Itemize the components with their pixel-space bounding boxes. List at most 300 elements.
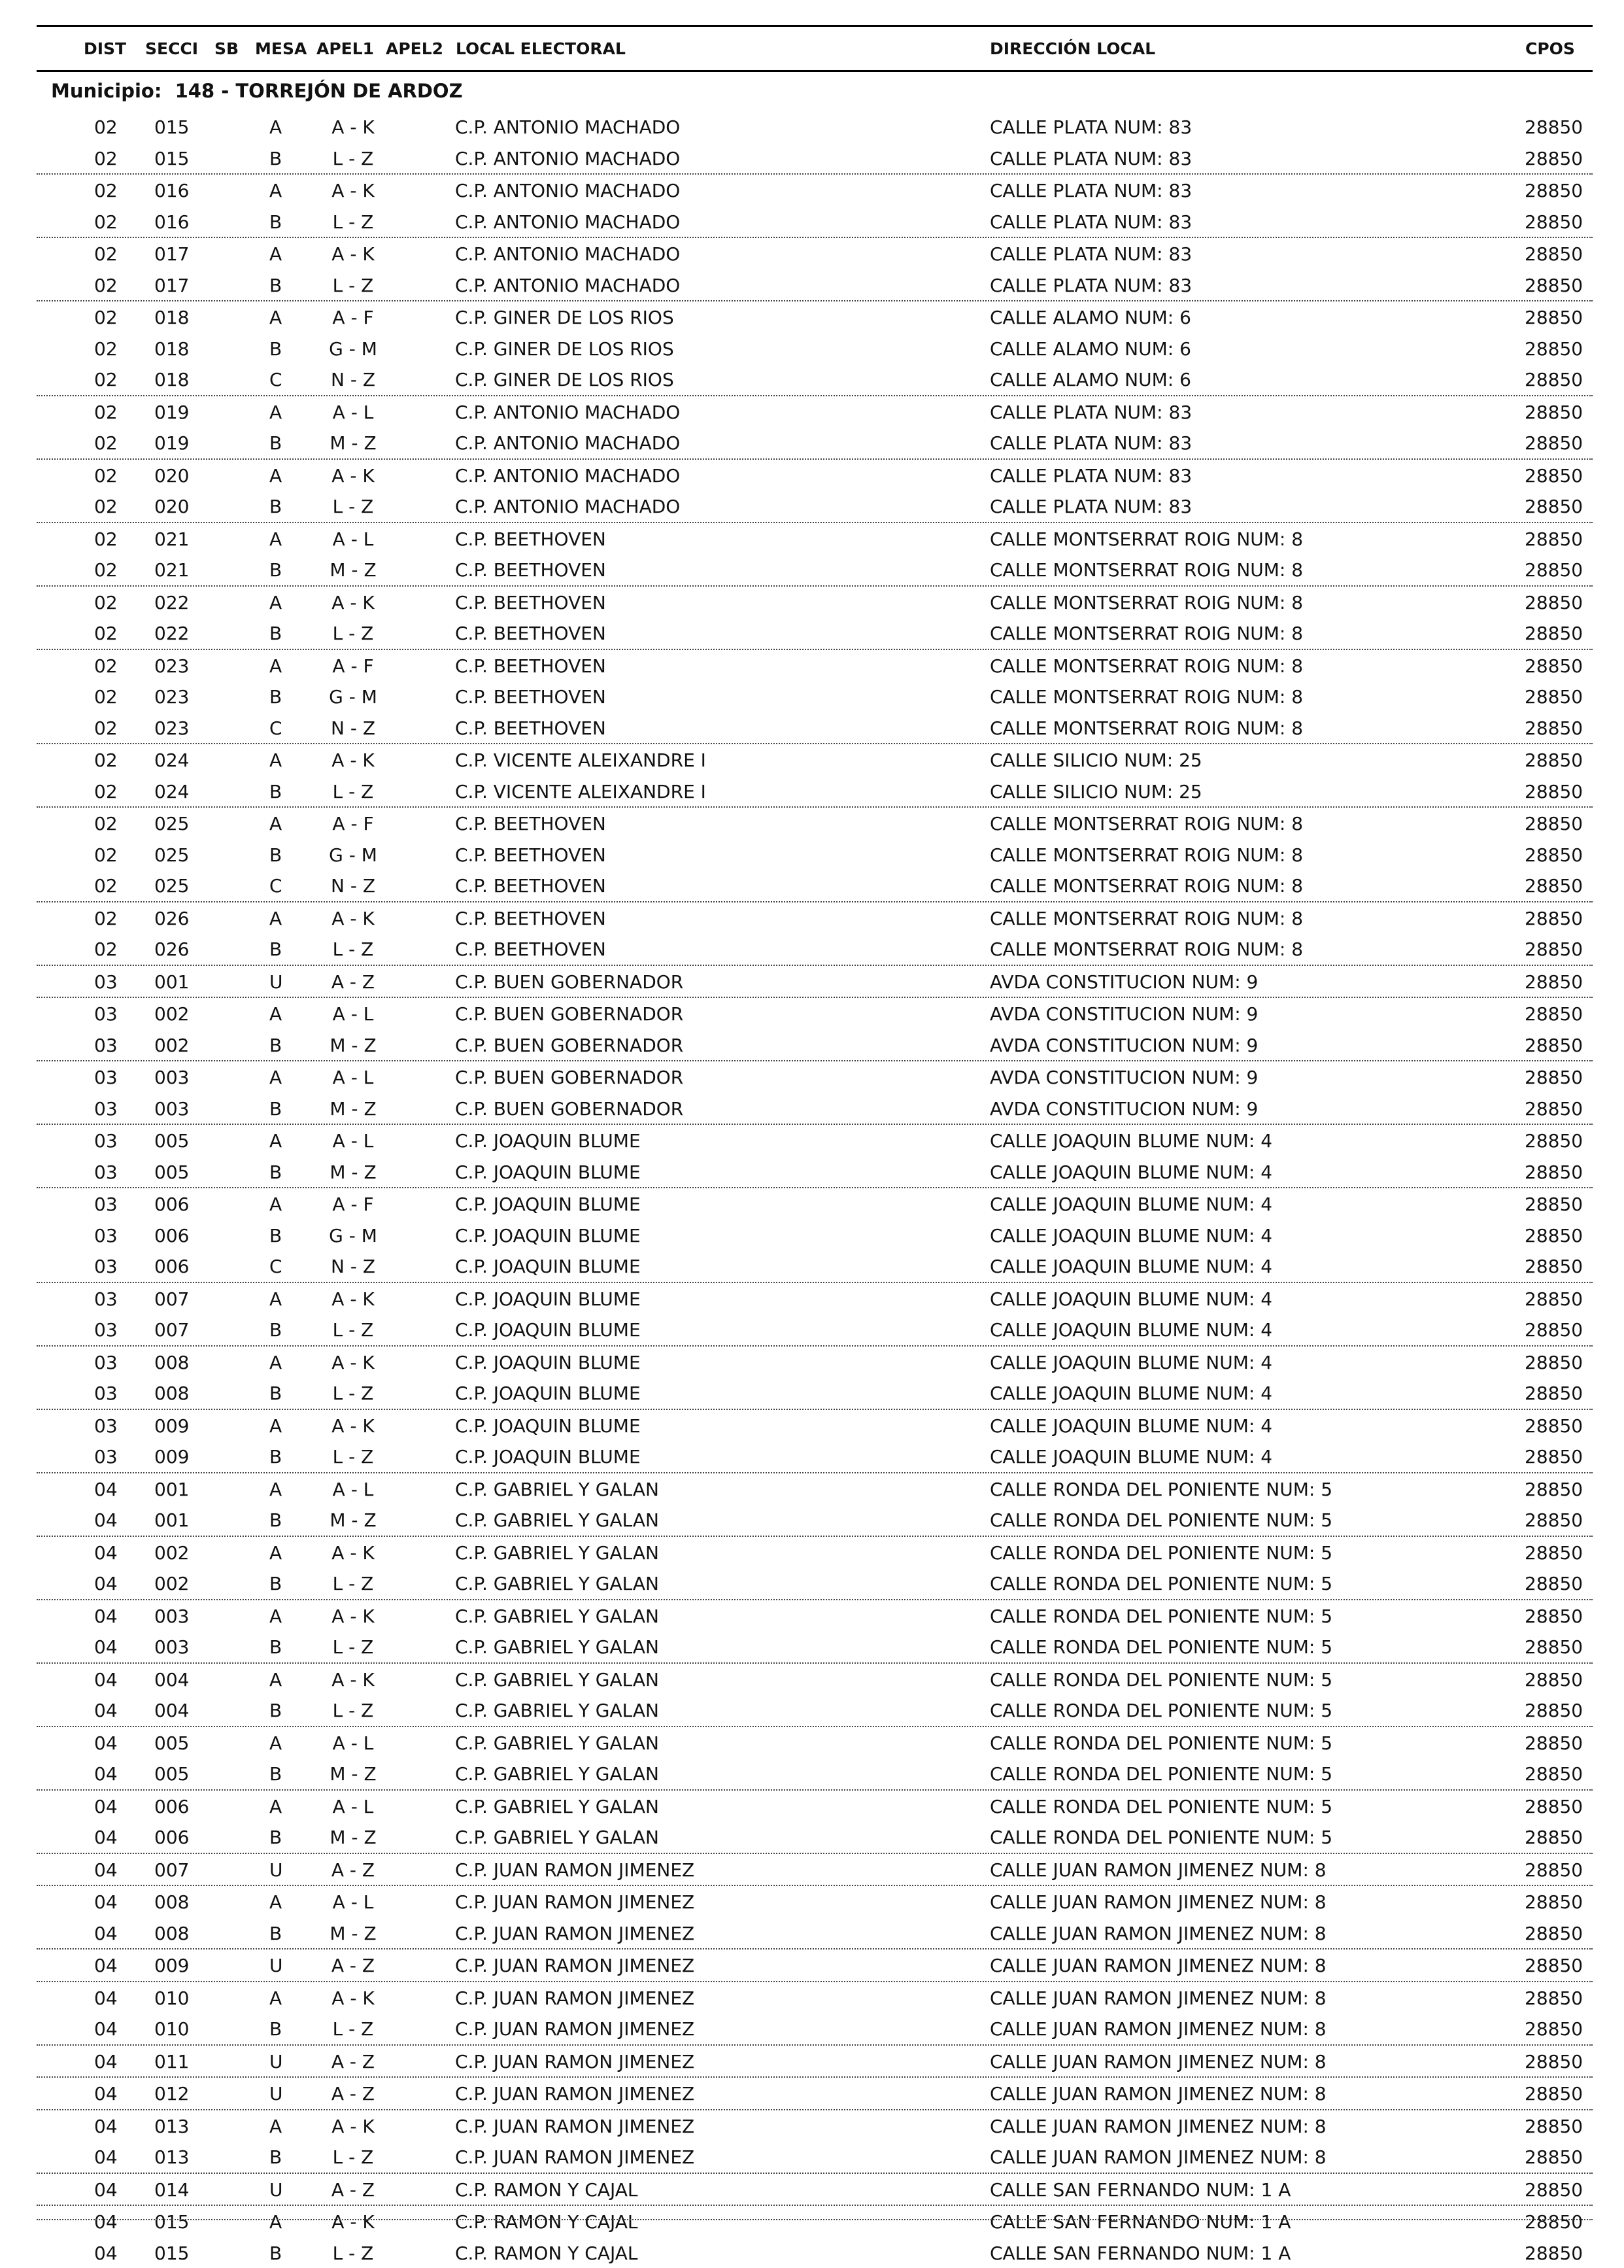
cell-mesa: U [269, 1859, 283, 1881]
table-row [37, 2109, 1593, 2142]
cell-local-electoral: C.P. GABRIEL Y GALAN [455, 1796, 659, 1817]
cell-local-electoral: C.P. JOAQUIN BLUME [455, 1161, 641, 1183]
cell-secci: 015 [154, 148, 189, 169]
cell-secci: 020 [154, 465, 189, 487]
cell-cpos: 28850 [1525, 1319, 1583, 1341]
cell-apel-range: A - K [319, 1288, 387, 1310]
cell-direccion-local: AVDA CONSTITUCION NUM: 9 [990, 971, 1258, 993]
cell-dist: 03 [94, 1003, 118, 1025]
cell-dist: 04 [94, 1669, 118, 1691]
cell-secci: 002 [154, 1003, 189, 1025]
cell-mesa: U [269, 2179, 283, 2201]
cell-local-electoral: C.P. ANTONIO MACHADO [455, 496, 680, 517]
cell-direccion-local: CALLE ALAMO NUM: 6 [990, 338, 1191, 360]
cell-dist: 04 [94, 1479, 118, 1500]
cell-dist: 04 [94, 2242, 118, 2264]
table-row [37, 1599, 1593, 1632]
cell-dist: 04 [94, 2116, 118, 2137]
table-row [37, 1789, 1593, 1822]
cell-dist: 04 [94, 2051, 118, 2072]
table-row [37, 1060, 1593, 1093]
cell-direccion-local: CALLE JOAQUIN BLUME NUM: 4 [990, 1161, 1272, 1183]
cell-secci: 014 [154, 2179, 189, 2201]
table-row [37, 300, 1593, 333]
cell-dist: 04 [94, 1796, 118, 1817]
cell-dist: 04 [94, 2211, 118, 2233]
cell-mesa: B [269, 432, 282, 454]
cell-cpos: 28850 [1525, 1225, 1583, 1246]
cell-cpos: 28850 [1525, 1067, 1583, 1088]
cell-mesa: B [269, 781, 282, 802]
cell-apel-range: L - Z [319, 1319, 387, 1341]
cell-direccion-local: CALLE SAN FERNANDO NUM: 1 A [990, 2211, 1291, 2233]
cell-mesa: B [269, 275, 282, 296]
cell-direccion-local: CALLE JUAN RAMON JIMENEZ NUM: 8 [990, 2146, 1327, 2168]
cell-apel-range: A - K [319, 1987, 387, 2009]
cell-dist: 04 [94, 1859, 118, 1881]
cell-secci: 004 [154, 1700, 189, 1721]
table-row [37, 776, 1593, 807]
cell-local-electoral: C.P. BUEN GOBERNADOR [455, 1003, 683, 1025]
table-row [37, 2173, 1593, 2205]
cell-cpos: 28850 [1525, 1987, 1583, 2009]
cell-local-electoral: C.P. JUAN RAMON JIMENEZ [455, 2051, 694, 2072]
cell-dist: 02 [94, 813, 118, 834]
cell-mesa: C [269, 717, 282, 739]
cell-secci: 006 [154, 1194, 189, 1215]
cell-direccion-local: CALLE JOAQUIN BLUME NUM: 4 [990, 1352, 1272, 1373]
cell-local-electoral: C.P. BEETHOVEN [455, 908, 606, 929]
cell-secci: 009 [154, 1955, 189, 1976]
cell-local-electoral: C.P. JOAQUIN BLUME [455, 1288, 641, 1310]
cell-secci: 021 [154, 559, 189, 581]
cell-secci: 008 [154, 1923, 189, 1944]
cell-secci: 007 [154, 1288, 189, 1310]
cell-mesa: B [269, 496, 282, 517]
cell-dist: 03 [94, 1415, 118, 1437]
cell-cpos: 28850 [1525, 717, 1583, 739]
cell-dist: 02 [94, 559, 118, 581]
cell-dist: 02 [94, 338, 118, 360]
cell-apel-range: A - K [319, 1606, 387, 1627]
cell-apel-range: L - Z [319, 938, 387, 960]
cell-secci: 013 [154, 2146, 189, 2168]
cell-mesa: A [269, 749, 282, 771]
cell-dist: 02 [94, 211, 118, 233]
cell-direccion-local: CALLE RONDA DEL PONIENTE NUM: 5 [990, 1700, 1332, 1721]
table-row [37, 1726, 1593, 1759]
cell-mesa: A [269, 307, 282, 328]
cell-local-electoral: C.P. GABRIEL Y GALAN [455, 1636, 659, 1658]
cell-dist: 04 [94, 1955, 118, 1976]
cell-cpos: 28850 [1525, 1955, 1583, 1976]
cell-mesa: B [269, 1700, 282, 1721]
cell-apel-range: A - K [319, 2116, 387, 2137]
table-row [37, 1885, 1593, 1917]
cell-mesa: A [269, 1606, 282, 1627]
table-row [37, 1441, 1593, 1472]
cell-local-electoral: C.P. JUAN RAMON JIMENEZ [455, 2018, 694, 2040]
table-row [37, 1029, 1593, 1061]
cell-local-electoral: C.P. ANTONIO MACHADO [455, 243, 680, 265]
cell-local-electoral: C.P. JOAQUIN BLUME [455, 1194, 641, 1215]
cell-local-electoral: C.P. JUAN RAMON JIMENEZ [455, 1891, 694, 1913]
cell-dist: 02 [94, 496, 118, 517]
cell-mesa: B [269, 938, 282, 960]
table-row [37, 173, 1593, 206]
cell-cpos: 28850 [1525, 402, 1583, 423]
cell-direccion-local: CALLE JOAQUIN BLUME NUM: 4 [990, 1415, 1272, 1437]
cell-mesa: A [269, 1669, 282, 1691]
cell-direccion-local: CALLE ALAMO NUM: 6 [990, 369, 1191, 390]
cell-secci: 003 [154, 1067, 189, 1088]
cell-mesa: B [269, 1509, 282, 1531]
cell-mesa: B [269, 338, 282, 360]
cell-local-electoral: C.P. JOAQUIN BLUME [455, 1256, 641, 1277]
cell-dist: 02 [94, 275, 118, 296]
cell-secci: 023 [154, 686, 189, 708]
cell-cpos: 28850 [1525, 1194, 1583, 1215]
cell-mesa: B [269, 844, 282, 866]
cell-local-electoral: C.P. BEETHOVEN [455, 559, 606, 581]
cell-secci: 016 [154, 180, 189, 201]
cell-secci: 018 [154, 369, 189, 390]
cell-dist: 04 [94, 1987, 118, 2009]
cell-local-electoral: C.P. JUAN RAMON JIMENEZ [455, 1923, 694, 1944]
cell-cpos: 28850 [1525, 2018, 1583, 2040]
cell-secci: 002 [154, 1542, 189, 1564]
cell-mesa: C [269, 1256, 282, 1277]
cell-apel-range: A - L [319, 1130, 387, 1152]
cell-apel-range: A - Z [319, 2083, 387, 2105]
cell-apel-range: A - K [319, 1352, 387, 1373]
cell-direccion-local: CALLE MONTSERRAT ROIG NUM: 8 [990, 938, 1303, 960]
cell-dist: 03 [94, 1319, 118, 1341]
cell-apel-range: A - L [319, 1796, 387, 1817]
cell-cpos: 28850 [1525, 243, 1583, 265]
cell-mesa: A [269, 528, 282, 550]
cell-mesa: A [269, 1415, 282, 1437]
cell-direccion-local: CALLE JOAQUIN BLUME NUM: 4 [990, 1130, 1272, 1152]
table-row [37, 681, 1593, 712]
cell-secci: 018 [154, 338, 189, 360]
cell-apel-range: A - K [319, 1542, 387, 1564]
cell-direccion-local: CALLE RONDA DEL PONIENTE NUM: 5 [990, 1796, 1332, 1817]
cell-cpos: 28850 [1525, 1669, 1583, 1691]
cell-apel-range: A - K [319, 908, 387, 929]
cell-dist: 02 [94, 844, 118, 866]
cell-local-electoral: C.P. JOAQUIN BLUME [455, 1446, 641, 1468]
cell-mesa: A [269, 655, 282, 677]
cell-cpos: 28850 [1525, 2242, 1583, 2264]
cell-cpos: 28850 [1525, 180, 1583, 201]
cell-direccion-local: CALLE RONDA DEL PONIENTE NUM: 5 [990, 1509, 1332, 1531]
cell-direccion-local: CALLE JOAQUIN BLUME NUM: 4 [990, 1383, 1272, 1404]
header-rule [37, 70, 1593, 72]
table-row [37, 901, 1593, 934]
cell-direccion-local: CALLE MONTSERRAT ROIG NUM: 8 [990, 623, 1303, 644]
cell-cpos: 28850 [1525, 1161, 1583, 1183]
cell-mesa: A [269, 908, 282, 929]
cell-direccion-local: AVDA CONSTITUCION NUM: 9 [990, 1003, 1258, 1025]
cell-local-electoral: C.P. JOAQUIN BLUME [455, 1319, 641, 1341]
cell-cpos: 28850 [1525, 338, 1583, 360]
cell-secci: 006 [154, 1796, 189, 1817]
cell-dist: 03 [94, 1194, 118, 1215]
cell-apel-range: A - Z [319, 971, 387, 993]
table-row [37, 585, 1593, 618]
cell-apel-range: M - Z [319, 559, 387, 581]
cell-mesa: B [269, 1161, 282, 1183]
cell-mesa: B [269, 1383, 282, 1404]
cell-direccion-local: CALLE MONTSERRAT ROIG NUM: 8 [990, 686, 1303, 708]
cell-apel-range: L - Z [319, 496, 387, 517]
cell-mesa: B [269, 1763, 282, 1785]
cell-direccion-local: CALLE PLATA NUM: 83 [990, 432, 1192, 454]
cell-cpos: 28850 [1525, 1923, 1583, 1944]
table-row [37, 1536, 1593, 1568]
cell-direccion-local: CALLE JOAQUIN BLUME NUM: 4 [990, 1319, 1272, 1341]
cell-secci: 001 [154, 971, 189, 993]
cell-secci: 005 [154, 1732, 189, 1754]
cell-local-electoral: C.P. JUAN RAMON JIMENEZ [455, 2116, 694, 2137]
table-row [37, 1631, 1593, 1662]
cell-direccion-local: CALLE SILICIO NUM: 25 [990, 781, 1202, 802]
cell-dist: 03 [94, 1130, 118, 1152]
cell-local-electoral: C.P. GABRIEL Y GALAN [455, 1700, 659, 1721]
table-row [37, 554, 1593, 585]
cell-secci: 023 [154, 655, 189, 677]
table-row [37, 1345, 1593, 1378]
header-apel2: APEL2 [386, 39, 443, 58]
cell-apel-range: G - M [319, 1225, 387, 1246]
cell-local-electoral: C.P. BEETHOVEN [455, 844, 606, 866]
cell-local-electoral: C.P. GABRIEL Y GALAN [455, 1827, 659, 1848]
cell-local-electoral: C.P. ANTONIO MACHADO [455, 402, 680, 423]
cell-dist: 04 [94, 1542, 118, 1564]
cell-dist: 04 [94, 1763, 118, 1785]
cell-dist: 03 [94, 1446, 118, 1468]
cell-dist: 04 [94, 1891, 118, 1913]
cell-direccion-local: AVDA CONSTITUCION NUM: 9 [990, 1035, 1258, 1056]
table-row [37, 933, 1593, 965]
cell-dist: 03 [94, 1098, 118, 1120]
cell-secci: 022 [154, 623, 189, 644]
cell-local-electoral: C.P. BEETHOVEN [455, 717, 606, 739]
cell-cpos: 28850 [1525, 1827, 1583, 1848]
cell-mesa: A [269, 243, 282, 265]
table-row [37, 269, 1593, 301]
table-row [37, 143, 1593, 174]
cell-mesa: A [269, 1542, 282, 1564]
cell-local-electoral: C.P. ANTONIO MACHADO [455, 116, 680, 138]
cell-apel-range: N - Z [319, 717, 387, 739]
cell-apel-range: A - F [319, 1194, 387, 1215]
cell-direccion-local: CALLE PLATA NUM: 83 [990, 211, 1192, 233]
table-row [37, 1694, 1593, 1726]
cell-cpos: 28850 [1525, 2179, 1583, 2201]
cell-mesa: A [269, 1130, 282, 1152]
table-row [37, 490, 1593, 522]
cell-local-electoral: C.P. JUAN RAMON JIMENEZ [455, 1859, 694, 1881]
table-row [37, 1093, 1593, 1124]
cell-cpos: 28850 [1525, 2051, 1583, 2072]
cell-direccion-local: CALLE RONDA DEL PONIENTE NUM: 5 [990, 1636, 1332, 1658]
table-row [37, 2076, 1593, 2109]
cell-direccion-local: CALLE SILICIO NUM: 25 [990, 749, 1202, 771]
cell-secci: 007 [154, 1319, 189, 1341]
cell-mesa: A [269, 1732, 282, 1754]
cell-mesa: B [269, 559, 282, 581]
cell-direccion-local: CALLE MONTSERRAT ROIG NUM: 8 [990, 559, 1303, 581]
cell-apel-range: G - M [319, 844, 387, 866]
cell-secci: 018 [154, 307, 189, 328]
cell-cpos: 28850 [1525, 211, 1583, 233]
cell-mesa: B [269, 1319, 282, 1341]
cell-dist: 02 [94, 402, 118, 423]
cell-direccion-local: CALLE RONDA DEL PONIENTE NUM: 5 [990, 1732, 1332, 1754]
cell-apel-range: N - Z [319, 1256, 387, 1277]
cell-dist: 02 [94, 908, 118, 929]
cell-secci: 015 [154, 2242, 189, 2264]
cell-local-electoral: C.P. RAMON Y CAJAL [455, 2242, 638, 2264]
cell-local-electoral: C.P. BEETHOVEN [455, 875, 606, 897]
cell-cpos: 28850 [1525, 655, 1583, 677]
cell-apel-range: A - L [319, 1732, 387, 1754]
cell-apel-range: A - L [319, 402, 387, 423]
cell-apel-range: L - Z [319, 2146, 387, 2168]
cell-local-electoral: C.P. ANTONIO MACHADO [455, 148, 680, 169]
cell-local-electoral: C.P. GABRIEL Y GALAN [455, 1763, 659, 1785]
cell-direccion-local: CALLE JOAQUIN BLUME NUM: 4 [990, 1225, 1272, 1246]
cell-mesa: A [269, 1288, 282, 1310]
table-row [37, 997, 1593, 1029]
cell-mesa: B [269, 211, 282, 233]
cell-cpos: 28850 [1525, 1415, 1583, 1437]
cell-dist: 02 [94, 592, 118, 613]
cell-secci: 016 [154, 211, 189, 233]
cell-cpos: 28850 [1525, 1542, 1583, 1564]
cell-apel-range: L - Z [319, 1636, 387, 1658]
table-row [37, 1662, 1593, 1695]
cell-dist: 03 [94, 1225, 118, 1246]
cell-cpos: 28850 [1525, 875, 1583, 897]
cell-direccion-local: CALLE MONTSERRAT ROIG NUM: 8 [990, 908, 1303, 929]
cell-apel-range: A - K [319, 1669, 387, 1691]
cell-apel-range: M - Z [319, 1763, 387, 1785]
cell-apel-range: A - L [319, 1067, 387, 1088]
header-apel1: APEL1 [316, 39, 374, 58]
top-rule [37, 25, 1593, 27]
cell-mesa: A [269, 1194, 282, 1215]
cell-cpos: 28850 [1525, 1446, 1583, 1468]
table-row [37, 427, 1593, 458]
cell-cpos: 28850 [1525, 432, 1583, 454]
cell-local-electoral: C.P. RAMON Y CAJAL [455, 2179, 638, 2201]
cell-local-electoral: C.P. JOAQUIN BLUME [455, 1352, 641, 1373]
cell-direccion-local: CALLE SAN FERNANDO NUM: 1 A [990, 2242, 1291, 2264]
cell-cpos: 28850 [1525, 938, 1583, 960]
table-row [37, 1821, 1593, 1853]
cell-direccion-local: CALLE JOAQUIN BLUME NUM: 4 [990, 1256, 1272, 1277]
cell-dist: 03 [94, 971, 118, 993]
cell-mesa: C [269, 875, 282, 897]
cell-cpos: 28850 [1525, 781, 1583, 802]
cell-apel-range: M - Z [319, 432, 387, 454]
cell-cpos: 28850 [1525, 528, 1583, 550]
cell-dist: 03 [94, 1352, 118, 1373]
cell-cpos: 28850 [1525, 686, 1583, 708]
cell-mesa: A [269, 1352, 282, 1373]
table-row [37, 2205, 1593, 2237]
cell-local-electoral: C.P. BEETHOVEN [455, 686, 606, 708]
cell-cpos: 28850 [1525, 275, 1583, 296]
cell-secci: 017 [154, 243, 189, 265]
cell-cpos: 28850 [1525, 1098, 1583, 1120]
cell-mesa: A [269, 592, 282, 613]
cell-cpos: 28850 [1525, 1859, 1583, 1881]
cell-mesa: A [269, 1987, 282, 2009]
cell-dist: 04 [94, 1606, 118, 1627]
cell-apel-range: L - Z [319, 148, 387, 169]
cell-apel-range: L - Z [319, 623, 387, 644]
cell-direccion-local: CALLE RONDA DEL PONIENTE NUM: 5 [990, 1763, 1332, 1785]
cell-cpos: 28850 [1525, 1003, 1583, 1025]
cell-secci: 005 [154, 1763, 189, 1785]
cell-mesa: B [269, 1923, 282, 1944]
cell-secci: 023 [154, 717, 189, 739]
cell-local-electoral: C.P. BUEN GOBERNADOR [455, 1067, 683, 1088]
cell-dist: 02 [94, 686, 118, 708]
cell-apel-range: L - Z [319, 1383, 387, 1404]
cell-apel-range: A - K [319, 465, 387, 487]
cell-secci: 025 [154, 875, 189, 897]
cell-apel-range: A - F [319, 307, 387, 328]
cell-dist: 03 [94, 1288, 118, 1310]
cell-dist: 04 [94, 1923, 118, 1944]
cell-secci: 011 [154, 2051, 189, 2072]
cell-cpos: 28850 [1525, 1288, 1583, 1310]
table-row [37, 1472, 1593, 1505]
cell-local-electoral: C.P. BEETHOVEN [455, 623, 606, 644]
cell-local-electoral: C.P. GABRIEL Y GALAN [455, 1479, 659, 1500]
cell-cpos: 28850 [1525, 1796, 1583, 1817]
cell-direccion-local: CALLE JUAN RAMON JIMENEZ NUM: 8 [990, 2083, 1327, 2105]
cell-apel-range: A - K [319, 180, 387, 201]
cell-cpos: 28850 [1525, 2116, 1583, 2137]
cell-local-electoral: C.P. BUEN GOBERNADOR [455, 971, 683, 993]
cell-local-electoral: C.P. JOAQUIN BLUME [455, 1130, 641, 1152]
cell-mesa: B [269, 2018, 282, 2040]
cell-cpos: 28850 [1525, 1891, 1583, 1913]
table-row [37, 617, 1593, 649]
cell-cpos: 28850 [1525, 369, 1583, 390]
table-row [37, 1282, 1593, 1314]
cell-mesa: U [269, 2083, 283, 2105]
cell-apel-range: A - L [319, 528, 387, 550]
table-row [37, 1250, 1593, 1282]
cell-local-electoral: C.P. ANTONIO MACHADO [455, 180, 680, 201]
cell-mesa: A [269, 813, 282, 834]
cell-cpos: 28850 [1525, 496, 1583, 517]
cell-apel-range: A - K [319, 749, 387, 771]
cell-local-electoral: C.P. JUAN RAMON JIMENEZ [455, 1987, 694, 2009]
cell-mesa: B [269, 2242, 282, 2264]
cell-mesa: A [269, 1891, 282, 1913]
cell-apel-range: A - Z [319, 1859, 387, 1881]
cell-direccion-local: CALLE PLATA NUM: 83 [990, 402, 1192, 423]
cell-cpos: 28850 [1525, 465, 1583, 487]
